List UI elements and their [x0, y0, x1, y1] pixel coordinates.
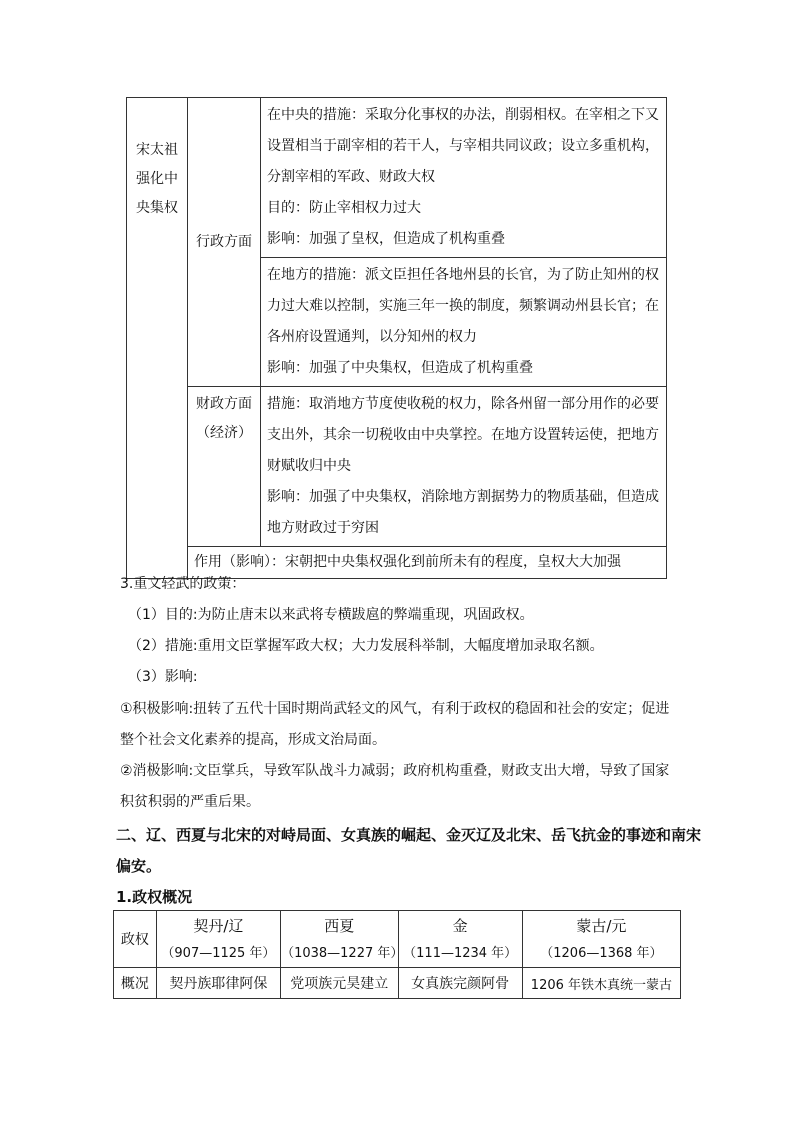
local-line: 力过大难以控制，实施三年一换的制度，频繁调动州县长官；在	[267, 298, 659, 314]
regime-years: （907—1125 年）	[161, 946, 276, 961]
local-line: 在地方的措施：派文臣担任各地州县的长官，为了防止知州的权	[267, 267, 659, 283]
central-line: 在中央的措施：采取分化事权的办法，削弱相权。在宰相之下又	[267, 107, 659, 123]
finance-line: 措施：取消地方节度使收税的权力，除各州留一部分用作的必要	[267, 396, 659, 412]
section3-item1: （1）目的:为防止唐末以来武将专横跋扈的弊端重现，巩固政权。	[128, 607, 534, 623]
regimes-table	[113, 910, 681, 999]
finance-sublabel: （经济）	[196, 425, 252, 441]
overview-row-label-text: 概况	[120, 976, 149, 992]
positive-impact-line1: ①积极影响:扭转了五代十国时期尚武轻文的风气，有利于政权的稳固和社会的安定；促进	[120, 701, 670, 717]
finance-label: 财政方面	[196, 396, 252, 412]
negative-impact-line1: ②消极影响:文臣掌兵，导致军队战斗力减弱；政府机构重叠，财政支出大增，导致了国家	[120, 763, 670, 779]
role-cell	[188, 547, 667, 579]
local-line: 各州府设置通判，以分知州的权力	[267, 329, 477, 345]
role-text: 作用（影响）：宋朝把中央集权强化到前所未有的程度，皇权大大加强	[194, 554, 621, 570]
regime-col-label	[114, 911, 157, 968]
admin-label: 行政方面	[196, 233, 252, 250]
regime-header	[398, 911, 522, 968]
regime-summary: 女真族完颜阿骨	[398, 968, 522, 999]
section3-title: 3.重文轻武的政策：	[120, 576, 246, 592]
local-line: 影响：加强了中央集权，但造成了机构重叠	[267, 360, 533, 376]
negative-impact-line2: 积贫积弱的严重后果。	[120, 794, 260, 810]
finance-line: 地方财政过于穷困	[267, 520, 379, 536]
topic-text: 宋太祖强化中央集权	[136, 142, 178, 216]
regime-header	[156, 911, 280, 968]
section-heading-cont: 偏安。	[116, 857, 162, 875]
regime-years: （1038—1227 年）	[281, 946, 404, 961]
topic-cell	[127, 98, 188, 579]
regime-name: 契丹/辽	[193, 917, 244, 935]
regime-name: 金	[452, 917, 468, 935]
finance-line: 财赋收归中央	[267, 458, 351, 474]
regime-summary: 党项族元昊建立	[281, 968, 398, 999]
regime-summary: 契丹族耶律阿保	[156, 968, 280, 999]
central-line: 设置相当于副宰相的若干人，与宰相共同议政；设立多重机构，	[267, 138, 659, 154]
finance-line: 支出外，其余一切税收由中央掌控。在地方设置转运使，把地方	[267, 427, 659, 443]
regime-col-label-text: 政权	[120, 932, 149, 948]
central-line: 分割宰相的军政、财政大权	[267, 169, 435, 185]
section-heading: 二、辽、西夏与北宋的对峙局面、女真族的崛起、金灭辽及北宋、岳飞抗金的事迹和南宋	[116, 826, 702, 844]
finance-line: 影响：加强了中央集权，消除地方割据势力的物质基础，但造成	[267, 489, 659, 505]
regime-years: （1206—1368 年）	[540, 946, 663, 961]
section3-item2: （2）措施:重用文臣掌握军政大权；大力发展科举制，大幅度增加录取名额。	[128, 638, 604, 654]
regime-name: 西夏	[324, 917, 355, 935]
centralization-table	[126, 97, 667, 579]
positive-impact-line2: 整个社会文化素养的提高，形成文治局面。	[120, 732, 386, 748]
central-measures-cell	[261, 98, 667, 258]
finance-label-cell	[188, 387, 261, 547]
local-measures-cell	[261, 258, 667, 387]
regime-name: 蒙古/元	[576, 917, 627, 935]
subsection-title: 1.政权概况	[116, 888, 193, 906]
central-line: 影响：加强了皇权，但造成了机构重叠	[267, 231, 505, 247]
admin-label-cell	[188, 98, 261, 387]
overview-row-label	[114, 968, 157, 999]
regime-header	[281, 911, 404, 968]
regime-summary: 1206 年铁木真统一蒙古	[522, 968, 680, 999]
finance-measures-cell	[261, 387, 667, 547]
central-line: 目的：防止宰相权力过大	[267, 200, 421, 216]
regime-years: （111—1234 年）	[403, 946, 518, 961]
regime-header	[522, 911, 680, 968]
section3-item3: （3）影响:	[128, 669, 198, 685]
